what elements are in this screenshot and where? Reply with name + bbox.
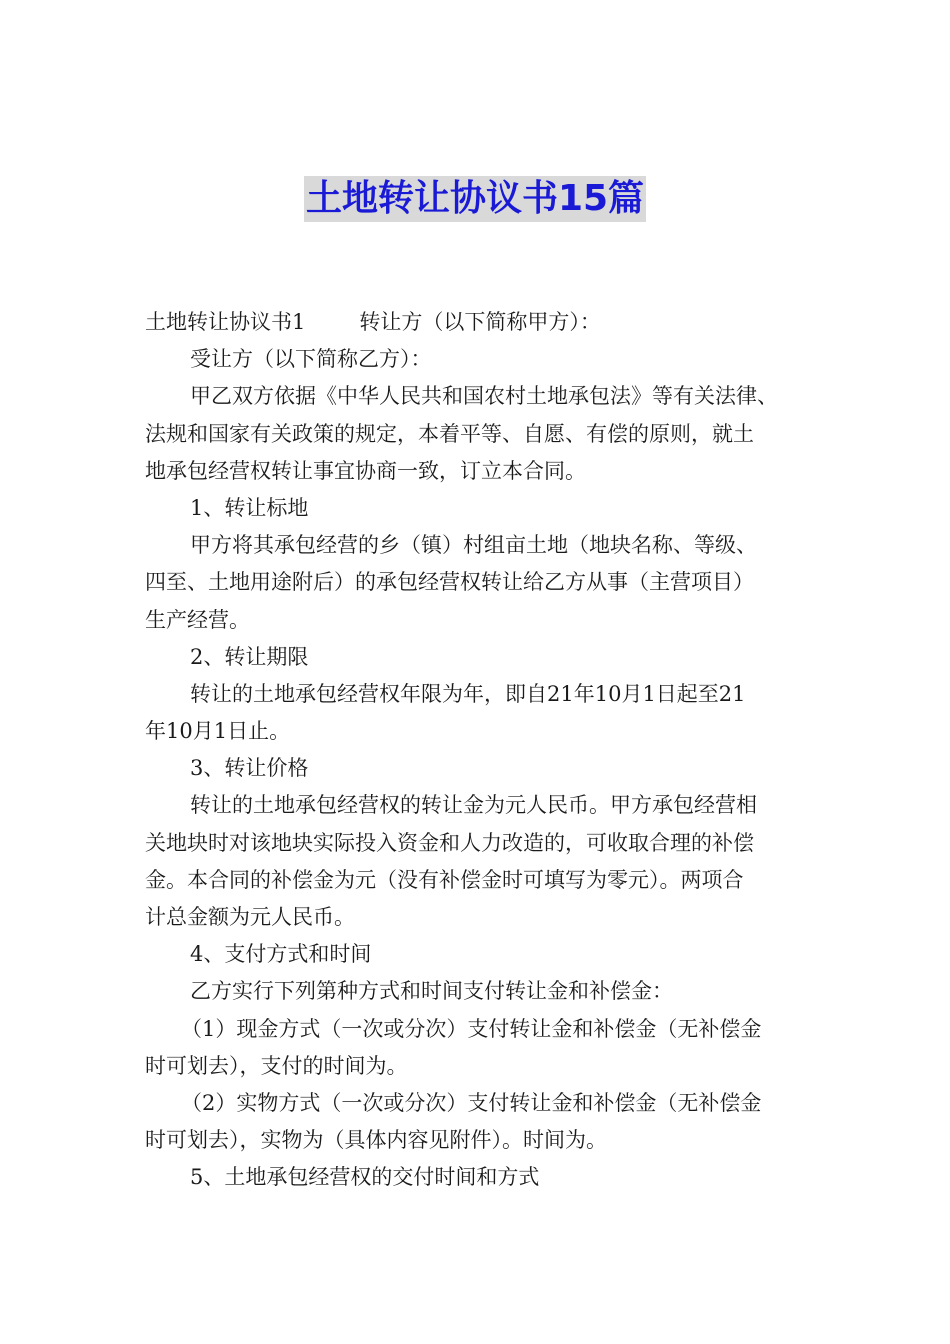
paragraph-line: 时可划去），支付的时间为。 <box>145 1053 408 1078</box>
paragraph-line: 计总金额为元人民币。 <box>145 905 355 929</box>
paragraph-line: 时可划去），实物为（具体内容见附件）。时间为。 <box>145 1128 607 1153</box>
paragraph-line: 乙方实行下列第种方式和时间支付转让金和补偿金： <box>190 979 673 1004</box>
paragraph-line: 转让的土地承包经营权年限为年，即自21年10月1日起至21 <box>190 681 746 706</box>
paragraph-line: 生产经营。 <box>145 607 250 632</box>
section-heading: 土地转让协议书1 <box>145 310 306 334</box>
paragraph-line: 受让方（以下简称乙方）： <box>190 347 432 372</box>
paragraph-line: 地承包经营权转让事宜协商一致，订立本合同。 <box>145 458 586 483</box>
first-line <box>145 304 815 341</box>
transferor-label: 转让方（以下简称甲方）： <box>359 310 601 334</box>
document-title: 土地转让协议书15篇 <box>304 176 646 222</box>
paragraph-line: 关地块时对该地块实际投入资金和人力改造的，可收取合理的补偿 <box>145 830 754 855</box>
paragraph-line: 甲方将其承包经营的乡（镇）村组亩土地（地块名称、等级、 <box>190 533 757 558</box>
clause-heading: 5、土地承包经营权的交付时间和方式 <box>190 1165 540 1190</box>
paragraph-line: 年10月1日止。 <box>145 719 291 744</box>
clause-heading: 4、支付方式和时间 <box>190 942 372 967</box>
paragraph-line: 甲乙双方依据《中华人民共和国农村土地承包法》等有关法律、 <box>190 384 778 409</box>
clause-heading: 1、转让标地 <box>190 495 309 520</box>
title-container <box>0 176 950 222</box>
clause-heading: 3、转让价格 <box>190 756 309 781</box>
document-body <box>145 304 815 1197</box>
clause-heading: 2、转让期限 <box>190 644 309 669</box>
paragraph-line: 四至、土地用途附后）的承包经营权转让给乙方从事（主营项目） <box>145 570 754 595</box>
paragraph-line: 金。本合同的补偿金为元（没有补偿金时可填写为零元）。两项合 <box>145 867 744 892</box>
paragraph-line: 转让的土地承包经营权的转让金为元人民币。甲方承包经营相 <box>190 793 757 818</box>
paragraph-line: （2）实物方式（一次或分次）支付转让金和补偿金（无补偿金 <box>181 1090 762 1115</box>
paragraph-line: 法规和国家有关政策的规定，本着平等、自愿、有偿的原则，就土 <box>145 421 754 446</box>
paragraph-line: （1）现金方式（一次或分次）支付转让金和补偿金（无补偿金 <box>181 1016 762 1041</box>
